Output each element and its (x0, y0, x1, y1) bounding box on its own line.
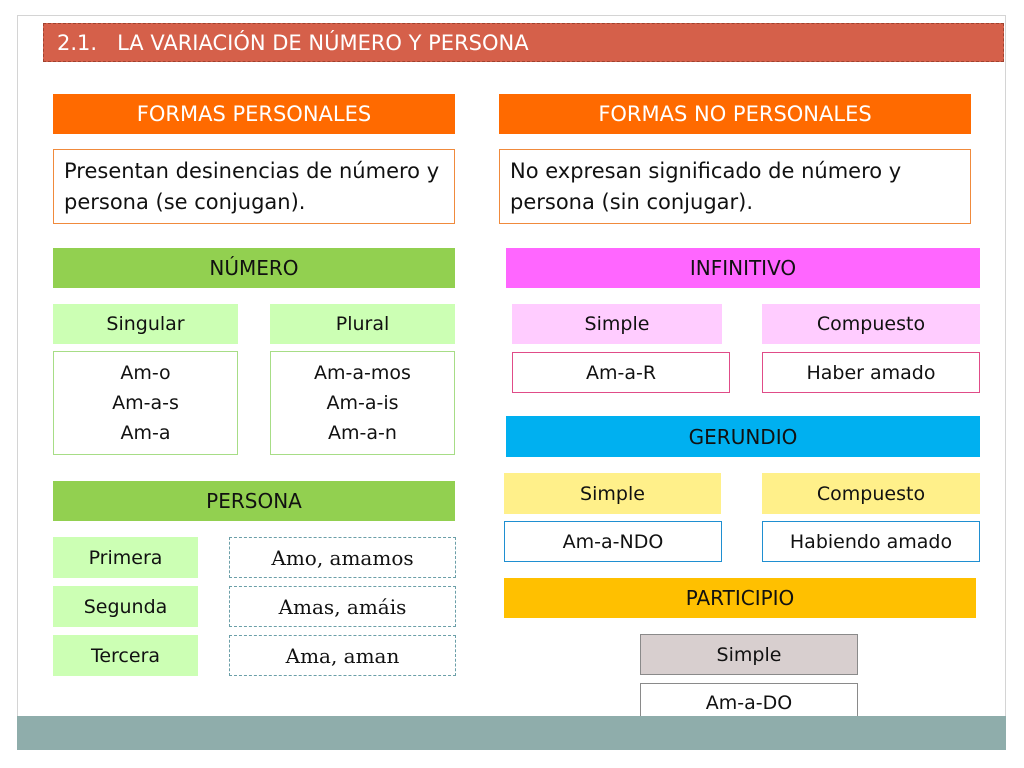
persona-segunda-example: Amas, amáis (229, 586, 456, 627)
gerundio-compuesto-form: Habiendo amado (762, 521, 980, 562)
singular-label: Singular (53, 304, 238, 344)
plural-forms (270, 351, 455, 455)
persona-primera-example: Amo, amamos (229, 537, 456, 578)
gerundio-simple-label: Simple (504, 473, 721, 514)
footer-band (17, 716, 1006, 750)
plural-label: Plural (270, 304, 455, 344)
gerundio-simple-form: Am-a-NDO (504, 521, 722, 562)
plural-form-1: Am-a-mos (314, 362, 411, 384)
formas-no-personales-header: FORMAS NO PERSONALES (499, 94, 971, 134)
persona-tercera-example: Ama, aman (229, 635, 456, 676)
participio-simple-label: Simple (640, 634, 858, 675)
participio-header: PARTICIPIO (504, 578, 976, 618)
infinitivo-simple-form: Am-a-R (512, 352, 730, 393)
persona-header: PERSONA (53, 481, 455, 521)
infinitivo-compuesto-form: Haber amado (762, 352, 980, 393)
singular-form-2: Am-a-s (112, 392, 179, 414)
infinitivo-compuesto-label: Compuesto (762, 304, 980, 344)
persona-segunda-label: Segunda (53, 586, 198, 627)
plural-form-2: Am-a-is (326, 392, 399, 414)
infinitivo-header: INFINITIVO (506, 248, 980, 288)
singular-form-3: Am-a (120, 422, 171, 444)
numero-header: NÚMERO (53, 248, 455, 288)
singular-forms (53, 351, 238, 455)
formas-personales-description: Presentan desinencias de número y persona (se conjugan). (53, 149, 455, 224)
gerundio-header: GERUNDIO (506, 416, 980, 457)
formas-no-personales-description: No expresan significado de número y persona (sin conjugar). (499, 149, 971, 224)
participio-simple-form: Am-a-DO (640, 683, 858, 723)
plural-form-3: Am-a-n (328, 422, 397, 444)
infinitivo-simple-label: Simple (512, 304, 722, 344)
persona-primera-label: Primera (53, 537, 198, 578)
persona-tercera-label: Tercera (53, 635, 198, 676)
slide-title: 2.1. LA VARIACIÓN DE NÚMERO Y PERSONA (43, 23, 1004, 62)
formas-personales-header: FORMAS PERSONALES (53, 94, 455, 134)
singular-form-1: Am-o (120, 362, 171, 384)
gerundio-compuesto-label: Compuesto (762, 473, 980, 514)
